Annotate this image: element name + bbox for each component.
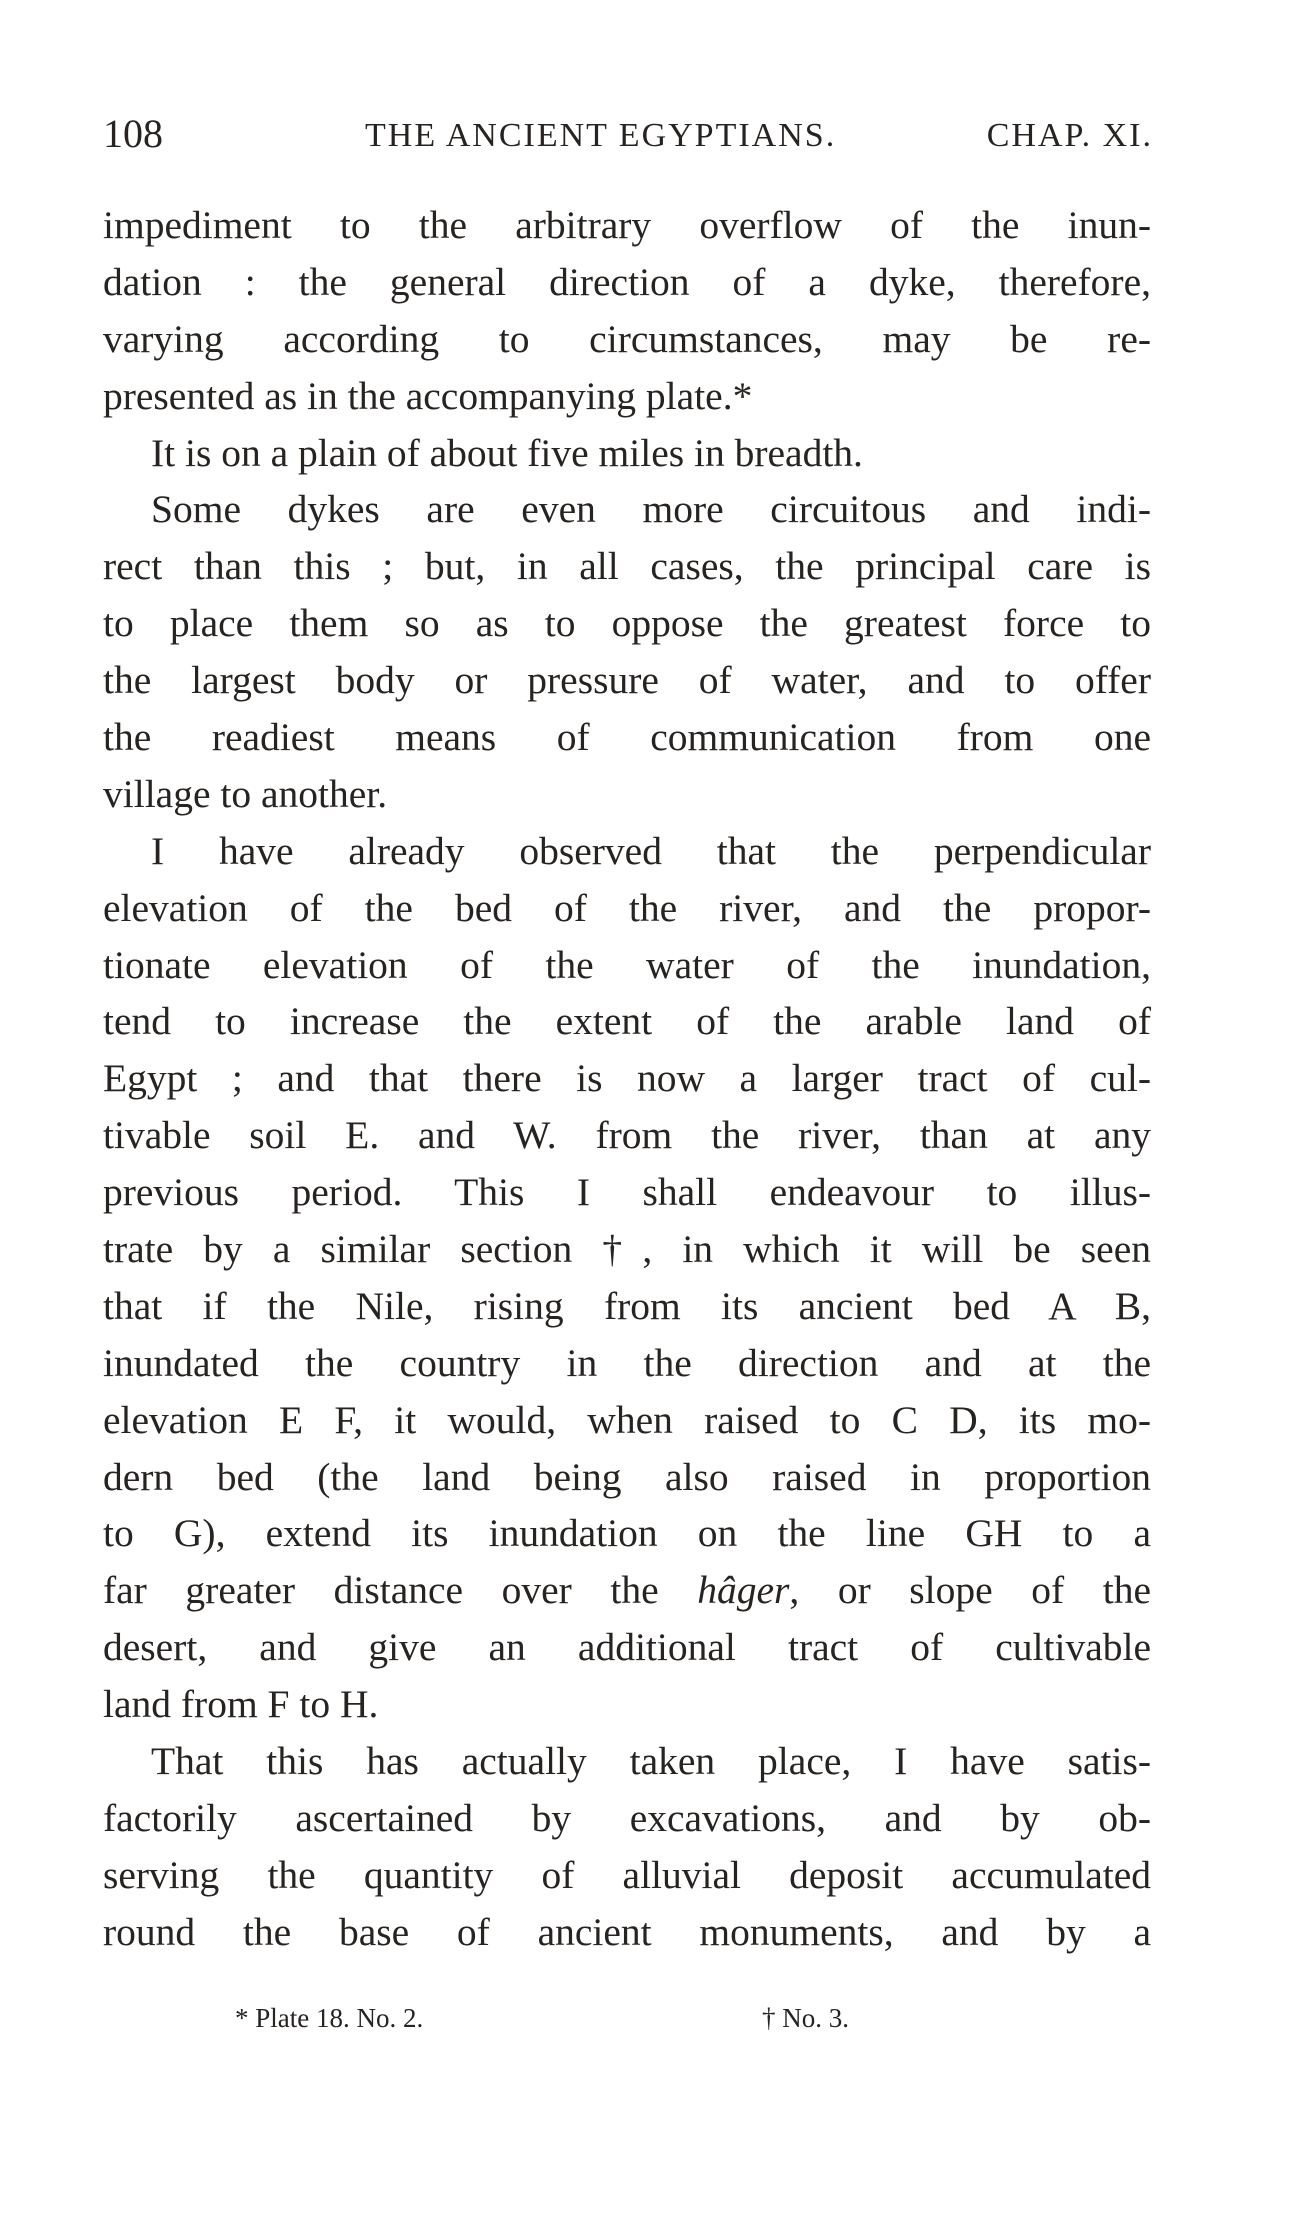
text-line: elevation of the bed of the river, and the propor- [103, 885, 1151, 930]
text-segment: , or slope of the [789, 1568, 1151, 1613]
text-line: Some dykes are even more circuitous and indi- [151, 487, 1151, 532]
footnote-section: † No. 3. [762, 2003, 849, 2033]
page-number: 108 [103, 111, 163, 156]
text-line: rect than this ; but, in all cases, the principal care is [103, 544, 1151, 589]
text-line: I have already observed that the perpendicular [151, 828, 1151, 873]
text-line: desert, and give an additional tract of cultivable [103, 1625, 1151, 1670]
text-line: tend to increase the extent of the arable land of [103, 999, 1151, 1044]
text-line: the readiest means of communication from one [103, 715, 1151, 760]
text-line: to G), extend its inundation on the line GH to a [103, 1511, 1151, 1556]
text-line: that if the Nile, rising from its ancient bed A B, [103, 1283, 1151, 1328]
text-line: the largest body or pressure of water, and to offer [103, 658, 1151, 703]
text-line: trate by a similar section †, in which it will be seen [103, 1227, 1151, 1272]
text-line: varying according to circumstances, may be re- [103, 316, 1151, 361]
running-header [103, 110, 1153, 160]
text-line: round the base of ancient monuments, and by a [103, 1909, 1151, 1954]
text-line: dern bed (the land being also raised in proportion [103, 1454, 1151, 1499]
footnote-plate: * Plate 18. No. 2. [235, 2003, 424, 2033]
text-line: serving the quantity of alluvial deposit accumulated [103, 1852, 1151, 1897]
body-text [103, 197, 1151, 1961]
text-line: to place them so as to oppose the greatest force to [103, 601, 1151, 646]
text-line: dation : the general direction of a dyke, therefore, [103, 259, 1151, 304]
text-line: impediment to the arbitrary overflow of the inun- [103, 203, 1151, 247]
text-line: factorily ascertained by excavations, and by ob- [103, 1795, 1151, 1840]
text-line: village to another. [103, 771, 388, 816]
text-line: land from F to H. [103, 1682, 379, 1727]
text-line: elevation E F, it would, when raised to C D, its mo- [103, 1397, 1151, 1442]
text-line: presented as in the accompanying plate.* [103, 373, 753, 418]
text-line: inundated the country in the direction and at the [103, 1340, 1151, 1385]
text-line-with-italic [103, 1562, 1151, 1619]
text-segment: far greater distance over the [103, 1568, 698, 1613]
text-line: previous period. This I shall endeavour to illus- [103, 1170, 1151, 1215]
text-line: tionate elevation of the water of the inundation, [103, 942, 1151, 987]
running-title: THE ANCIENT EGYPTIANS. [365, 117, 837, 154]
text-line: It is on a plain of about five miles in breadth. [151, 430, 863, 475]
text-line: That this has actually taken place, I have satis- [151, 1739, 1151, 1784]
italic-term: hâger [697, 1568, 790, 1613]
chapter-label: CHAP. XI. [986, 117, 1153, 154]
text-line: Egypt ; and that there is now a larger tract of cul- [103, 1056, 1151, 1101]
text-line: tivable soil E. and W. from the river, than at any [103, 1113, 1151, 1158]
